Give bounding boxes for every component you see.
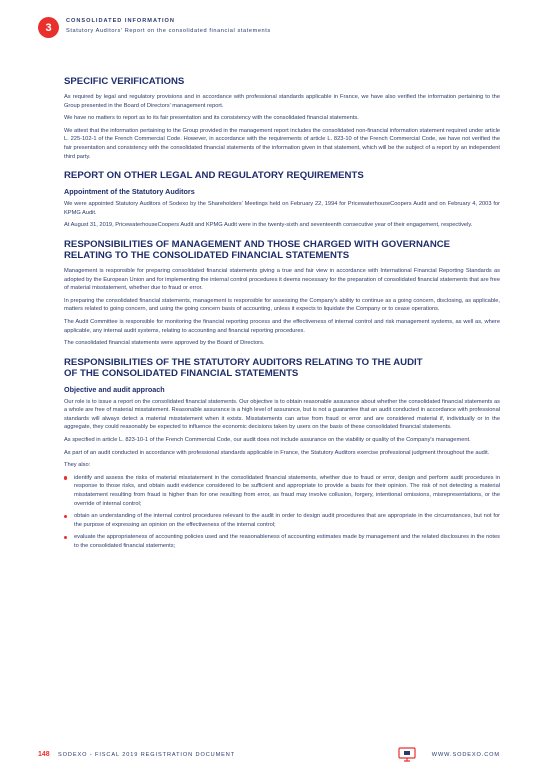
list-item-text: obtain an understanding of the internal control procedures relevant to the audit in order to design audit procedures that are appropriate in the circumstances, but not for the purpose of expressing an opinion on the effectiveness of the internal control; <box>74 513 500 528</box>
list-item-text: evaluate the appropriateness of accounting policies used and the reasonableness of accounting estimates made by management and the related disclosures in the notes to the consolidated financial statements; <box>74 534 500 549</box>
paragraph: Management is responsible for preparing consolidated financial statements giving a true and fair view in accordance with International Financial Reporting Standards as adopted by the European Union and for implementing the internal control procedures it deems necessary for the preparation of consolidated financial statements that are free of material misstatement, whether due to fraud or error. <box>64 267 500 292</box>
chapter-badge: 3 <box>38 17 59 38</box>
bullet-icon <box>64 515 67 518</box>
paragraph: They also: <box>64 462 91 469</box>
paragraph: At August 31, 2019, PricewaterhouseCoopers Audit and KPMG Audit were in the twenty-sixth and seventeenth consecutive year of their engagement, respectively. <box>64 222 473 229</box>
paragraph: As specified in article L. 823-10-1 of the French Commercial Code, our audit does not include assurance on the viability or quality of the Company's management. <box>64 437 471 444</box>
bullet-list <box>64 474 500 551</box>
paragraph: As part of an audit conducted in accordance with professional standards applicable in France, the Statutory Auditors exercise professional judgment throughout the audit. <box>64 449 490 456</box>
list-item <box>64 512 500 529</box>
subheading-appointment: Appointment of the Statutory Auditors <box>64 187 195 197</box>
list-item-text: identify and assess the risks of material misstatement in the consolidated financial statements, whether due to fraud or error, design and perform audit procedures in response to those risks, and obtain audit evidence considered to be sufficient and appropriate to provide a basis for their opinion. The risk of not detecting a material misstatement resulting from fraud is higher than for one resulting from error, as fraud may involve collusion, forgery, intentional omissions, misrepresentations, or the override of internal control; <box>74 474 500 507</box>
paragraph: We attest that the information pertaining to the Group provided in the management report includes the consolidated non-financial information statement required under article L. 225-102-1 of the French Commercial Code. However, in accordance with the requirements of article L. 823-10 of the French Commercial Code, we have not verified the fair presentation and consistency with the consolidated financial statements of the information given in that statement, which will be the subject of a report by an independent third party. <box>64 127 500 160</box>
list-item <box>64 474 500 508</box>
list-item <box>64 533 500 550</box>
paragraph: The Audit Committee is responsible for monitoring the financial reporting process and the effectiveness of internal control and risk management systems, as well as, where applicable, any internal audit systems, relating to accounting and financial reporting procedures. <box>64 318 500 334</box>
computer-icon <box>398 747 416 762</box>
section-heading-other-legal: REPORT ON OTHER LEGAL AND REGULATORY REQUIREMENTS <box>64 170 364 182</box>
header-title: CONSOLIDATED INFORMATION <box>66 18 175 24</box>
page-number: 148 <box>38 751 50 758</box>
section-heading-specific-verifications: SPECIFIC VERIFICATIONS <box>64 76 185 87</box>
section-heading-management: RESPONSIBILITIES OF MANAGEMENT AND THOSE CHARGED WITH GOVERNANCE RELATING TO THE CONSOLIDATED FINANCIAL STATEMENTS <box>64 238 451 261</box>
paragraph: As required by legal and regulatory provisions and in accordance with professional standards applicable in France, we have also verified the information pertaining to the Group presented in the Board of Directors' management report. <box>64 94 500 109</box>
main-content <box>64 76 500 555</box>
paragraph: Our role is to issue a report on the consolidated financial statements. Our objective is to obtain reasonable assurance about whether the consolidated financial statements as a whole are free of material misstatement. Reasonable assurance is a high level of assurance, but is not a guarantee that an audit conducted in accordance with professional standards will always detect a material misstatement when it exists. Misstatements can arise from fraud or error and are considered material if, individually or in the aggregate, they could reasonably be expected to influence the economic decisions taken by users on the basis of these consolidated financial statements. <box>64 398 500 431</box>
paragraph: The consolidated financial statements were approved by the Board of Directors. <box>64 340 265 347</box>
page-header <box>38 14 518 44</box>
bullet-icon <box>64 536 67 539</box>
bullet-icon <box>64 476 67 479</box>
footer-document-title: SODEXO - FISCAL 2019 REGISTRATION DOCUMENT <box>58 752 236 758</box>
paragraph: We have no matters to report as to its fair presentation and its consistency with the consolidated financial statements. <box>64 115 359 122</box>
section-heading-auditors: RESPONSIBILITIES OF THE STATUTORY AUDITORS RELATING TO THE AUDIT OF THE CONSOLIDATED FINANCIAL STATEMENTS <box>64 356 423 379</box>
footer-website-link[interactable]: WWW.SODEXO.COM <box>431 752 500 758</box>
page-footer <box>38 749 500 763</box>
subheading-objective: Objective and audit approach <box>64 384 165 394</box>
paragraph: In preparing the consolidated financial statements, management is responsible for assessing the Company's ability to continue as a going concern, disclosing, as applicable, matters related to going concern, and using the going concern basis of accounting, unless it expects to liquidate the Company or to cease operations. <box>64 297 500 313</box>
header-subtitle: Statutory Auditors' Report on the consolidated financial statements <box>66 28 271 34</box>
paragraph: We were appointed Statutory Auditors of Sodexo by the Shareholders' Meetings held on February 22, 1994 for PricewaterhouseCoopers Audit and on February 4, 2003 for KPMG Audit. <box>64 201 500 216</box>
